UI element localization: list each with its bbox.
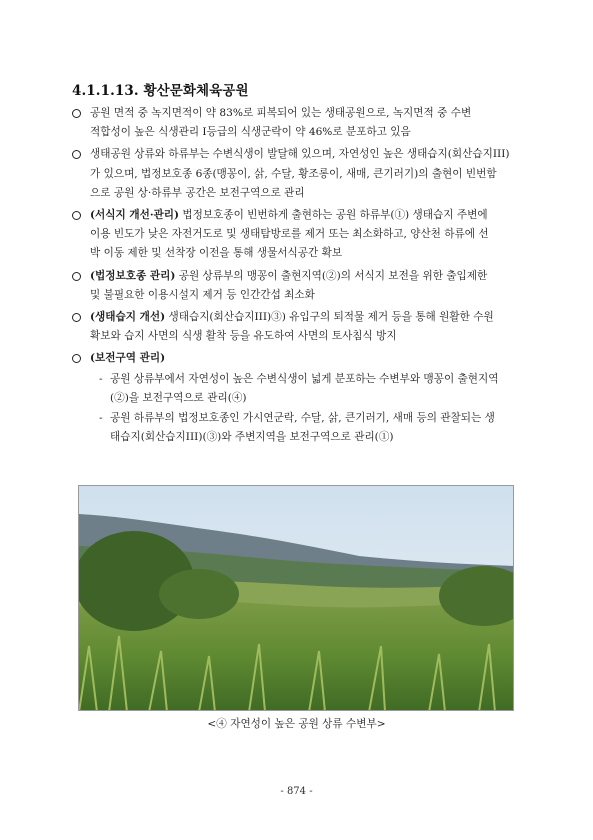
bullet-item [72, 308, 532, 346]
section-heading: 4.1.1.13. 황산문화체육공원 [72, 83, 249, 99]
circle-bullet-icon [72, 272, 81, 281]
bullet-item [72, 104, 532, 142]
bold-label: (생태습지 개선) [90, 311, 166, 324]
text-line: 공원 하류부의 법정보호종인 가시연군락, 수달, 삵, 큰기러기, 새매 등의 관찰되는 생 [110, 412, 495, 425]
bold-label: (법정보호종 관리) [90, 269, 176, 282]
photo-caption: <④ 자연성이 높은 공원 상류 수변부> [207, 718, 386, 730]
page-number: - 874 - [280, 786, 313, 797]
dash-bullet-icon: - [99, 412, 103, 425]
bullet-item [72, 267, 532, 305]
shrub [159, 569, 239, 619]
circle-bullet-icon [72, 211, 81, 220]
text-line: 이용 빈도가 낮은 자전거도로 및 생태탐방로를 제거 또는 최소화하고, 양산천 하류에 선 [90, 228, 489, 241]
text-fragment: 법정보호종이 빈번하게 출현하는 공원 하류부(①) 생태습지 주변에 [179, 209, 488, 222]
circle-bullet-icon [72, 150, 81, 159]
bullet-item [72, 206, 532, 264]
text-line: 공원 면적 중 녹지면적이 약 83%로 피복되어 있는 생태공원으로, 녹지면적 중 수변 [90, 107, 472, 119]
section-body [72, 104, 532, 450]
dash-subitem [90, 409, 532, 447]
bullet-item [72, 145, 532, 203]
bold-label: (보전구역 관리) [90, 352, 166, 365]
text-fragment: 공원 상류부의 맹꽁이 출현지역(②)의 서식지 보전을 위한 출입제한 [175, 269, 488, 282]
text-line [90, 206, 532, 225]
bullet-item [72, 349, 532, 447]
text-line: (②)을 보전구역으로 관리(④) [110, 391, 247, 404]
text-line [90, 308, 532, 327]
dash-bullet-icon: - [99, 372, 103, 385]
bold-label: (서식지 개선·관리) [90, 209, 180, 222]
circle-bullet-icon [72, 354, 81, 363]
text-line: 태습지(회산습지III)(③)와 주변지역을 보전구역으로 관리(①) [110, 431, 394, 444]
dash-subitem [90, 370, 532, 408]
text-line: 생태공원 상류와 하류부는 수변식생이 발달해 있으며, 자연성인 높은 생태습지(회산습지III) [90, 148, 510, 161]
wetland-photo [78, 485, 514, 711]
circle-bullet-icon [72, 313, 81, 322]
text-line: 가 있으며, 법정보호종 6종(맹꽁이, 삵, 수달, 황조롱이, 새매, 큰기러기)의 출현이 빈번함 [90, 167, 497, 180]
landscape-illustration [79, 486, 514, 711]
text-fragment: 생태습지(회산습지III)③) 유입구의 퇴적물 제거 등을 통해 원활한 수원 [165, 311, 494, 324]
text-line: 확보와 습지 사면의 식생 활착 등을 유도하여 사면의 토사침식 방지 [90, 330, 397, 343]
text-line [90, 267, 532, 286]
circle-bullet-icon [72, 109, 81, 118]
text-line: 공원 상류부에서 자연성이 높은 수변식생이 넓게 분포하는 수변부와 맹꽁이 출현지역 [110, 372, 499, 385]
text-line: 및 불필요한 이용시설지 제거 등 인간간섭 최소화 [90, 288, 315, 301]
text-line: 적합성이 높은 식생관리 I등급의 식생군락이 약 46%로 분포하고 있음 [90, 126, 411, 139]
text-line: 박 이동 제한 및 선착장 이전을 통해 생물서식공간 확보 [90, 247, 343, 260]
text-line: 으로 공원 상·하류부 공간은 보전구역으로 관리 [90, 186, 305, 199]
